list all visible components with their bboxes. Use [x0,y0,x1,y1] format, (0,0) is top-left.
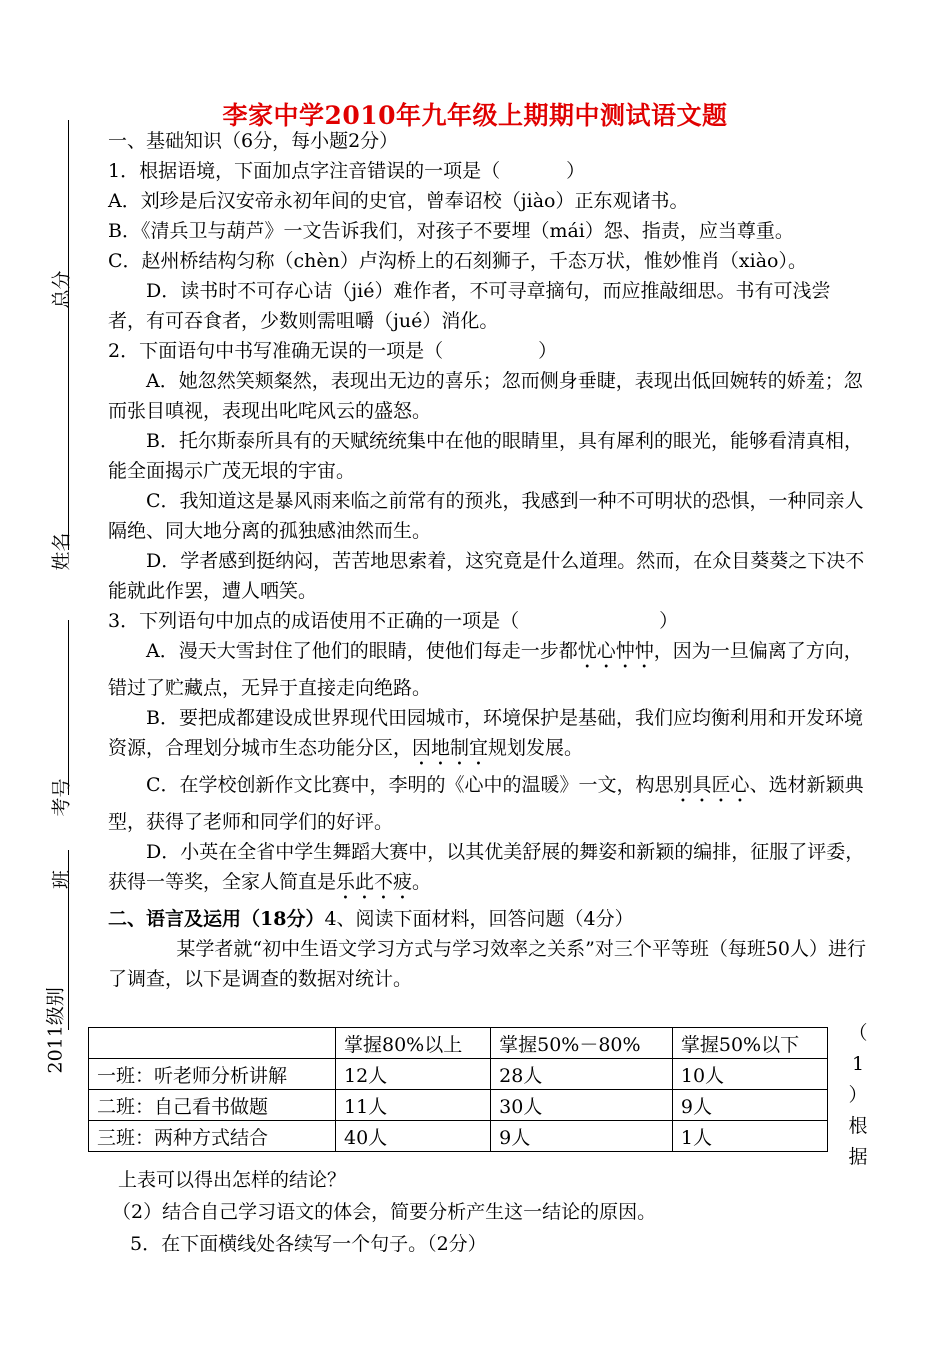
table-header-cell [89,1028,336,1059]
exam-number-label: 考号 [50,778,73,817]
table-cell: 一班：听老师分析讲解 [89,1059,336,1090]
question-2-option-a: A．她忽然笑颊粲然，表现出无边的喜乐；忽而侧身垂睫，表现出低回婉转的娇羞；忽而张目嗔视，表现出叱咤风云的盛怒。 [108,370,863,422]
question-1-option-d: D．读书时不可存心诘（jié）难作者，不可寻章摘句，而应推敲细思。书有可浅尝者，有可吞食者，少数则需咀嚼（jué）消化。 [108,280,831,332]
dotted-idiom: 乐此不疲 [336,871,413,893]
question-1-option-c: C．赵州桥结构匀称（chèn）卢沟桥上的石刻狮子，千态万状，惟妙惟肖（xiào）。 [108,250,807,272]
question-3-option-d: D．小英在全省中学生舞蹈大赛中，以其优美舒展的舞姿和新颖的编排，征服了评委，获得一等奖，全家人简直是乐此不疲。 [108,841,865,893]
question-4-1-side-text: （ 1 ） 根 据 [848,1022,868,1168]
table-cell: 11人 [336,1090,491,1121]
question-5: 5．在下面横线处各续写一个句子。（2分） [130,1233,487,1255]
dotted-idiom: 忧心忡忡 [577,640,654,662]
table-header-cell: 掌握80%以上 [336,1028,491,1059]
post-table-content [108,1164,868,1260]
table-cell: 28人 [491,1059,673,1090]
exam-content [108,126,868,994]
page-title: 李家中学2010年九年级上期期中测试语文题 [222,101,728,130]
question-2-option-b: B．托尔斯泰所具有的天赋统统集中在他的眼睛里，具有犀利的眼光，能够看清真相，能全面揭示广茂无垠的宇宙。 [108,430,863,482]
table-row [89,1121,828,1152]
table-cell: 12人 [336,1059,491,1090]
total-score-label: 总分 [50,270,73,309]
class-label: 班 [50,870,73,890]
table-cell: 30人 [491,1090,673,1121]
exam-number-line [68,620,69,795]
binding-margin [28,0,88,1350]
table-cell: 三班：两种方式结合 [89,1121,336,1152]
question-1-option-a: A．刘珍是后汉安帝永初年间的史官，曾奉诏校（jiào）正东观诸书。 [108,190,689,212]
question-2-option-d: D．学者感到挺纳闷，苦苦地思索着，这究竟是什么道理。然而，在众目葵葵之下决不能就此作罢，遭人哂笑。 [108,550,865,602]
question-2-stem: 2．下面语句中书写准确无误的一项是（ ） [108,340,558,362]
table-cell: 1人 [672,1121,827,1152]
grade-label: 2011级别 [44,987,67,1074]
section2-heading: 二、语言及运用（18分）4、阅读下面材料，回答问题（4分） [108,908,634,930]
question-1-option-b: B．《清兵卫与葫芦》一文告诉我们，对孩子不要埋（mái）怨、指责，应当尊重。 [108,220,794,242]
question-3-stem: 3．下列语句中加点的成语使用不正确的一项是（ ） [108,610,679,632]
table-cell: 9人 [672,1090,827,1121]
name-label: 姓名 [50,532,73,571]
table-cell: 9人 [491,1121,673,1152]
dotted-idiom: 别具匠心 [673,774,750,796]
table-header-cell: 掌握50%以下 [672,1028,827,1059]
table-cell: 二班：自己看书做题 [89,1090,336,1121]
table-row [89,1059,828,1090]
class-line [68,850,69,1030]
survey-table [88,1027,828,1152]
section1-heading: 一、基础知识（6分，每小题2分） [108,130,399,152]
table-cell: 10人 [672,1059,827,1090]
question-1-stem: 1．根据语境，下面加点字注音错误的一项是（ ） [108,160,586,182]
table-cell: 40人 [336,1121,491,1152]
table-row [89,1090,828,1121]
question-2-option-c: C．我知道这是暴风雨来临之前常有的预兆，我感到一种不可明状的恐惧，一种同亲人隔绝、同大地分离的孤独感油然而生。 [108,490,864,542]
total-score-line [68,120,69,370]
name-line [68,360,69,550]
question-4-2: （2）结合自己学习语文的体会，简要分析产生这一结论的原因。 [112,1201,657,1223]
table-header-row [89,1028,828,1059]
table-header-cell: 掌握50%－80% [491,1028,673,1059]
question-3-option-b: B．要把成都建设成世界现代田园城市，环境保护是基础，我们应均衡利用和开发环境资源，合理划分城市生态功能分区，因地制宜规划发展。 [108,707,863,759]
question-3-option-a: A．漫天大雪封住了他们的眼睛，使他们每走一步都忧心忡忡，因为一旦偏离了方向，错过了贮藏点，无异于直接走向绝路。 [108,640,863,699]
question-3-option-c: C．在学校创新作文比赛中，李明的《心中的温暖》一文，构思别具匠心、选材新颖典型，获得了老师和同学们的好评。 [108,774,864,833]
question-4-1-tail: 上表可以得出怎样的结论？ [118,1169,347,1191]
question-4-intro: 某学者就“初中生语文学习方式与学习效率之关系”对三个平等班（每班50人）进行了调查，以下是调查的数据对统计。 [108,938,866,990]
dotted-idiom: 因地制宜 [412,737,489,759]
